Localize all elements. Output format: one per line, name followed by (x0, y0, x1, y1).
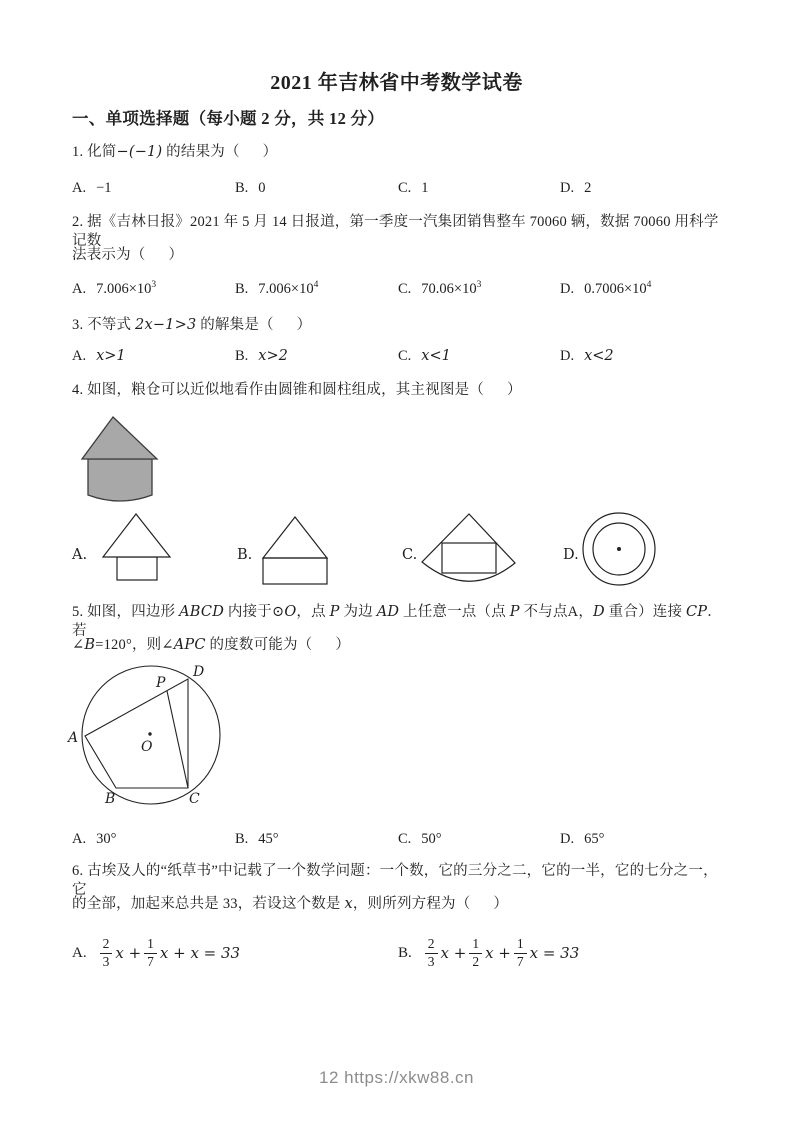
q1-option-c: C. 1 (398, 180, 429, 196)
vertex-label-A: A (68, 730, 79, 746)
q3-text-post: 的解集是（ ） (196, 317, 312, 333)
q3-option-d: D. x<2 (560, 348, 614, 364)
question-6-text-line2: 的全部，加起来总共是 33，若设这个数是 x，则所列方程为（ ） (72, 896, 509, 912)
question-3-text (72, 316, 728, 335)
vertex-label-D: D (193, 664, 205, 680)
question-2-options (72, 281, 752, 305)
q5-option-b: B. 45° (235, 831, 279, 847)
vertex-label-B: B (105, 791, 116, 807)
q1-text-pre: 1. 化简 (72, 144, 117, 160)
q4-shape-a-triangle-over-narrow-rect (103, 514, 170, 580)
q3-option-c: C. x<1 (398, 348, 451, 364)
question-2-text-line1: 2. 据《吉林日报》2021 年 5 月 14 日报道，第一季度一汽集团销售整车 70060 辆，数据 70060 用科学记数 (72, 214, 719, 249)
point-label-P: P (156, 675, 166, 691)
q3-text-pre: 3. 不等式 (72, 317, 136, 333)
fraction: $\frac{2}{3}$ (425, 937, 438, 970)
q6-option-b-equation: B. $\frac{2}{3}$ x + $\frac{1}{2}$ x + $\frac{1}{7}$ x = 33 (398, 935, 580, 969)
q2-option-d: D. $0.7006\times 10^4$ (560, 280, 652, 297)
q1-option-a: A. −1 (72, 180, 112, 196)
q5-option-c: C. 50° (398, 831, 442, 847)
question-3-options (72, 348, 752, 372)
q3-option-b: B. x>2 (235, 348, 288, 364)
question-1-text (72, 143, 728, 162)
q3-option-a: A. x>1 (72, 348, 126, 364)
question-6-text-line1: 6. 古埃及人的“纸草书”中记载了一个数学问题：一个数，它的三分之二，它的一半，它的七分之一，它 (72, 863, 718, 898)
question-6-options (72, 925, 752, 981)
granary-figure (75, 410, 167, 510)
segment-CP (167, 691, 188, 788)
q6-option-a-equation: A. $\frac{2}{3}$ x + $\frac{1}{7}$ x + x = 33 (72, 935, 241, 969)
q4-shape-d-concentric-circles (583, 513, 655, 585)
q4-option-a-label: A. (72, 547, 88, 563)
q4-option-d-label: D. (563, 547, 579, 563)
fraction: $\frac{1}{2}$ (469, 937, 482, 970)
granary-cone (82, 417, 157, 459)
question-5-text-line2: ∠B=120°，则∠APC 的度数可能为（ ） (72, 637, 351, 653)
q3-math: 2x−1>3 (135, 317, 197, 333)
fraction: $\frac{1}{7}$ (144, 937, 157, 970)
quadrilateral-ABCD (85, 679, 188, 788)
q2-option-a: A. $7.006\times 10^3$ (72, 280, 157, 297)
q1-option-d: D. 2 (560, 180, 592, 196)
q2-option-b: B. $7.006\times 10^4$ (235, 280, 319, 297)
question-5-text-line1: 5. 如图，四边形 ABCD 内接于⊙O，点 P 为边 AD 上任意一点（点 P 不与点A，D 重合）连接 CP．若 (72, 604, 722, 639)
q4-shape-b-triangle-over-rect (263, 517, 327, 584)
q1-text-post: 的结果为（ ） (162, 144, 278, 160)
page-title: 2021 年吉林省中考数学试卷 (270, 72, 523, 94)
question-4-text: 4. 如图，粮仓可以近似地看作由圆锥和圆柱组成，其主视图是（ ） (72, 382, 522, 398)
question-1-options (72, 180, 752, 204)
question-2-text-line2: 法表示为（ ） (72, 247, 184, 263)
q1-math: −(−1) (116, 144, 163, 160)
section-header: 一、单项选择题（每小题 2 分，共 12 分） (72, 109, 385, 128)
center-label-O: O (141, 739, 153, 755)
question-5-options (72, 831, 752, 855)
vertex-label-C: C (189, 791, 200, 807)
q4-option-b-label: B. (237, 547, 253, 563)
q4-option-c-label: C. (402, 547, 418, 563)
question-5-circle-figure (60, 658, 255, 813)
center-point-O (148, 732, 151, 735)
question-4-option-shapes (70, 506, 730, 596)
q2-option-c: C. $70.06\times 10^3$ (398, 280, 482, 297)
q1-option-b: B. 0 (235, 180, 266, 196)
q5-option-d: D. 65° (560, 831, 605, 847)
fraction: $\frac{2}{3}$ (100, 937, 113, 970)
q4-shape-c-sector-with-rect (422, 514, 515, 581)
fraction: $\frac{1}{7}$ (514, 937, 527, 970)
q5-option-a: A. 30° (72, 831, 117, 847)
footer-watermark: 12 https://xkw88.cn (318, 1068, 475, 1087)
granary-cylinder (88, 459, 152, 501)
